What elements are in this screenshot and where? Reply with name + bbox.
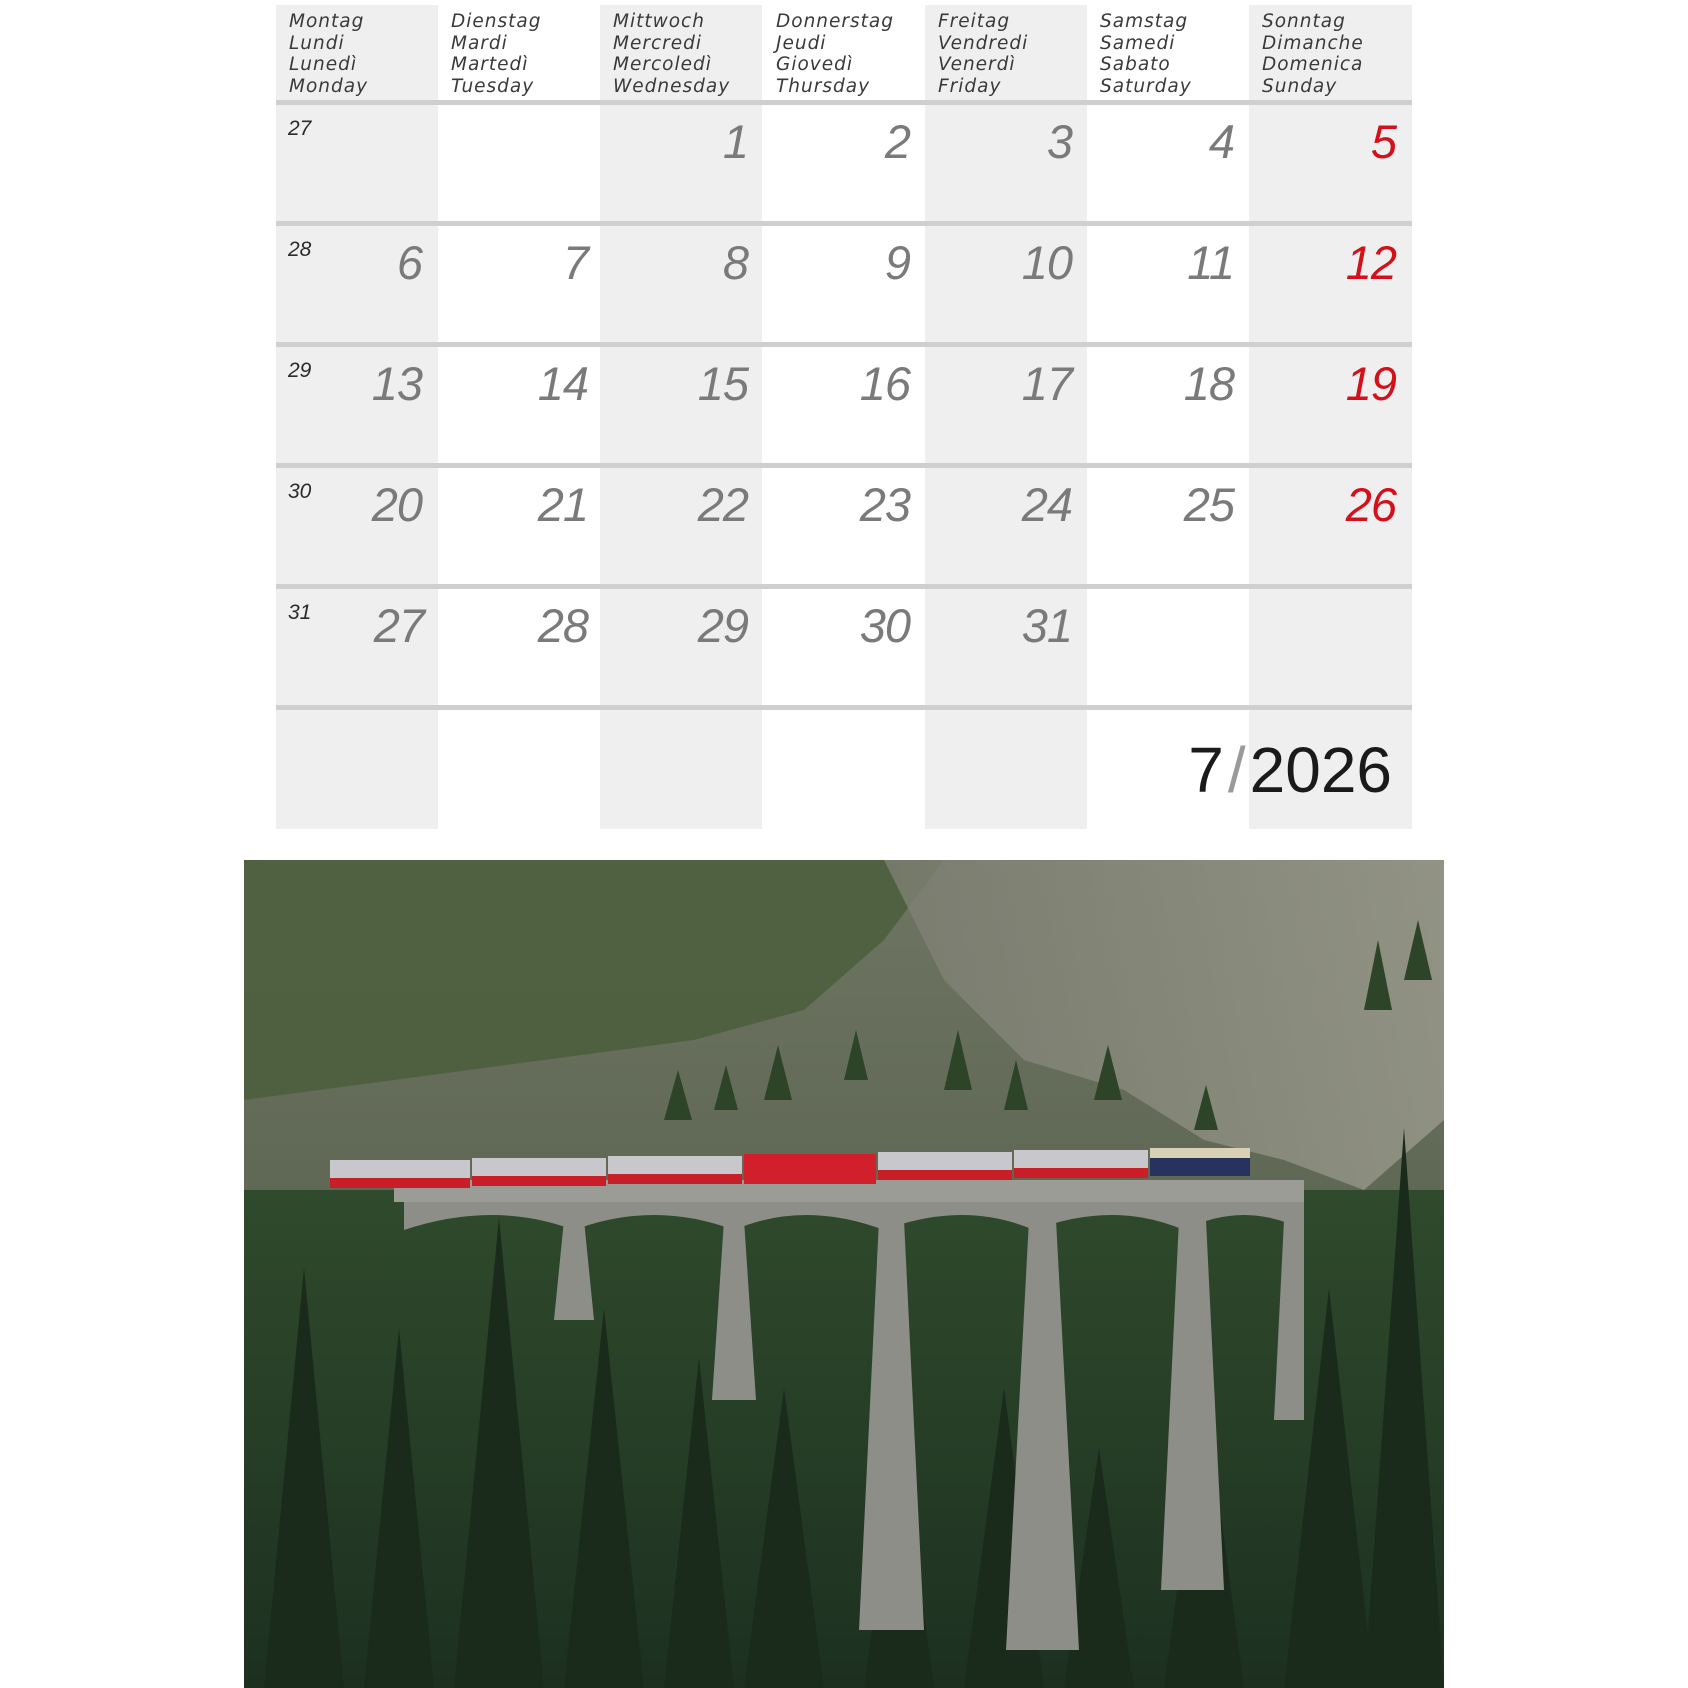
day-cell: 13 [371, 357, 422, 410]
day-cell: 3 [1046, 115, 1072, 168]
weekday-label: Lundi [289, 32, 345, 54]
day-cell-sunday: 26 [1345, 478, 1396, 531]
day-cell: 18 [1183, 357, 1234, 410]
weekday-label: Jeudi [776, 32, 827, 54]
calendar-photo [244, 860, 1444, 1688]
row-divider [276, 705, 1412, 710]
weekday-header-friday [925, 5, 1087, 100]
month-year-separator: / [1227, 734, 1246, 806]
weekday-label: Giovedì [776, 54, 854, 76]
day-cell: 21 [537, 478, 588, 531]
weekday-header-saturday [1087, 5, 1249, 100]
day-cell: 28 [537, 599, 588, 652]
calendar-grid [276, 5, 1412, 829]
row-divider [276, 221, 1412, 226]
day-cell: 2 [884, 115, 910, 168]
weekday-label: Monday [289, 76, 369, 98]
weekday-label: Venerdì [938, 54, 1016, 76]
day-cell: 7 [562, 236, 588, 289]
weekday-label: Mercredi [613, 32, 702, 54]
day-cell: 27 [373, 599, 424, 652]
weekday-label: Friday [938, 76, 1002, 98]
weekday-label: Sonntag [1262, 11, 1346, 32]
week-number: 27 [288, 117, 312, 140]
weekday-label: Domenica [1262, 54, 1364, 76]
weekday-label: Montag [289, 11, 365, 32]
day-cell-sunday: 19 [1345, 357, 1396, 410]
row-divider [276, 584, 1412, 589]
weekday-label: Thursday [776, 76, 871, 98]
row-divider [276, 463, 1412, 468]
day-cell-sunday: 12 [1345, 236, 1396, 289]
week-number: 30 [288, 480, 312, 503]
weekday-label: Samstag [1100, 11, 1189, 32]
week-number: 29 [288, 359, 312, 382]
weekday-label: Saturday [1100, 76, 1192, 98]
day-cell: 29 [697, 599, 748, 652]
weekday-label: Sabato [1100, 54, 1171, 76]
weekday-label: Wednesday [613, 76, 731, 98]
weekday-label: Mercoledì [613, 54, 712, 76]
day-cell: 14 [537, 357, 588, 410]
weekday-header-thursday [763, 5, 925, 100]
row-divider [276, 342, 1412, 347]
weekday-header-wednesday [600, 5, 762, 100]
weekday-label: Mardi [451, 32, 508, 54]
day-cell: 10 [1021, 236, 1072, 289]
day-cell: 4 [1208, 115, 1234, 168]
day-cell: 31 [1021, 599, 1072, 652]
month-year-label [1188, 735, 1392, 805]
weekday-header-tuesday [438, 5, 600, 100]
day-cell: 11 [1187, 236, 1234, 289]
day-cell: 16 [859, 357, 910, 410]
day-cell: 15 [697, 357, 748, 410]
weekday-label: Martedì [451, 54, 529, 76]
weekday-label: Freitag [938, 11, 1011, 32]
month-number: 7 [1188, 734, 1224, 806]
day-cell: 17 [1021, 357, 1072, 410]
day-cell: 25 [1183, 478, 1234, 531]
week-number: 28 [288, 238, 312, 261]
day-cell-sunday: 5 [1370, 115, 1396, 168]
day-cell: 8 [722, 236, 748, 289]
weekday-label: Samedi [1100, 32, 1176, 54]
row-divider [276, 100, 1412, 105]
day-cell: 24 [1021, 478, 1072, 531]
weekday-label: Dienstag [451, 11, 542, 32]
weekday-label: Dimanche [1262, 32, 1364, 54]
day-cell: 22 [697, 478, 748, 531]
week-number: 31 [288, 601, 312, 624]
day-cell: 23 [859, 478, 910, 531]
weekday-header-monday [276, 5, 438, 100]
day-cell: 9 [884, 236, 910, 289]
viaduct-train-illustration [244, 860, 1444, 1688]
day-cell: 6 [396, 236, 422, 289]
weekday-label: Mittwoch [613, 11, 705, 32]
year-number: 2026 [1249, 734, 1392, 806]
weekday-label: Lunedì [289, 54, 358, 76]
weekday-label: Donnerstag [776, 11, 894, 32]
weekday-header-sunday [1249, 5, 1411, 100]
weekday-label: Sunday [1262, 76, 1338, 98]
day-cell: 1 [722, 115, 748, 168]
day-cell: 20 [371, 478, 422, 531]
weekday-label: Tuesday [451, 76, 535, 98]
weekday-label: Vendredi [938, 32, 1029, 54]
day-cell: 30 [859, 599, 910, 652]
